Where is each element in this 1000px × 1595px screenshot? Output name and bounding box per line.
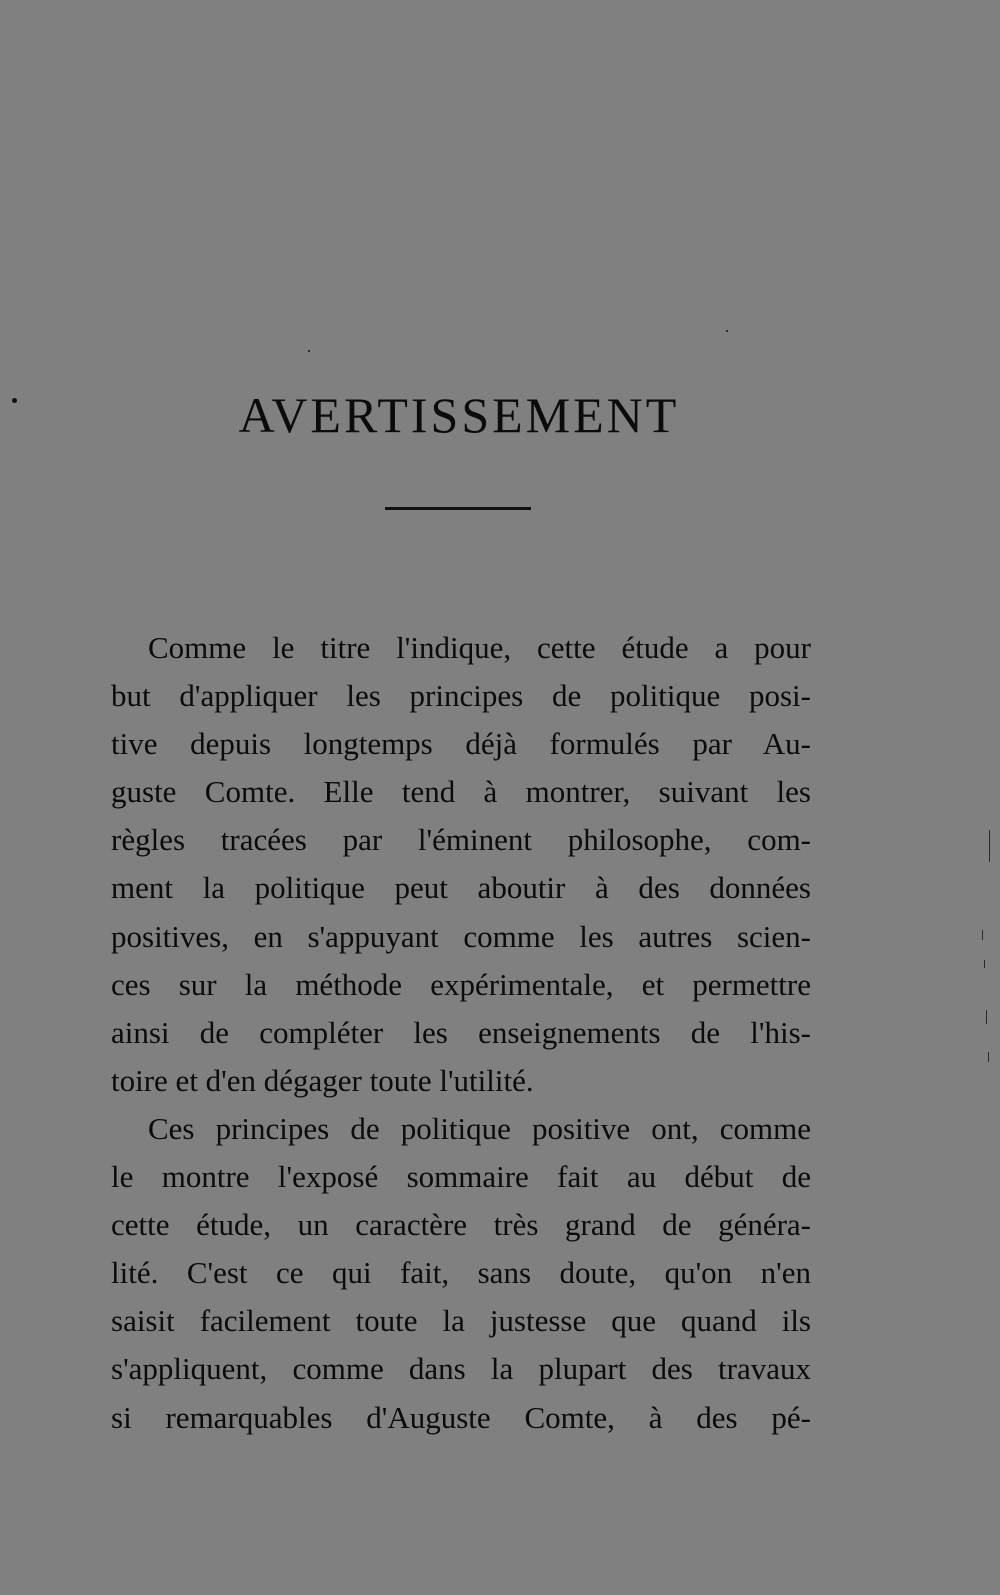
- scan-speck: [308, 350, 310, 352]
- text-line: saisit facilement toute la justesse que quand ils: [111, 1303, 811, 1339]
- text-line: but d'appliquer les principes de politique posi-: [111, 678, 811, 714]
- edge-mark: [986, 1010, 987, 1024]
- text-line: s'appliquent, comme dans la plupart des travaux: [111, 1351, 811, 1387]
- paragraph-2: [111, 1105, 811, 1442]
- text-line: lité. C'est ce qui fait, sans doute, qu'on n'en: [111, 1255, 811, 1291]
- edge-mark: [984, 960, 985, 968]
- text-line: si remarquables d'Auguste Comte, à des pé-: [111, 1399, 811, 1435]
- text-line: le montre l'exposé sommaire fait au début de: [111, 1159, 811, 1195]
- text-line: règles tracées par l'éminent philosophe, com-: [111, 822, 811, 858]
- text-line: ment la politique peut aboutir à des données: [111, 870, 811, 906]
- text-line: toire et d'en dégager toute l'utilité.: [111, 1062, 534, 1098]
- text-line: Ces principes de politique positive ont, comme: [148, 1110, 811, 1146]
- scan-speck: [726, 330, 728, 332]
- text-line: cette étude, un caractère très grand de généra-: [111, 1207, 811, 1243]
- edge-mark: [988, 1052, 989, 1062]
- text-line: positives, en s'appuyant comme les autres scien-: [111, 918, 811, 954]
- text-line: Comme le titre l'indique, cette étude a pour: [148, 630, 811, 665]
- text-line: ces sur la méthode expérimentale, et permettre: [111, 966, 811, 1002]
- text-line: tive depuis longtemps déjà formulés par Au-: [111, 726, 811, 762]
- text-line: guste Comte. Elle tend à montrer, suivant les: [111, 774, 811, 810]
- title-rule: [385, 507, 531, 510]
- edge-mark: [982, 930, 983, 940]
- paragraph-1: [111, 624, 811, 1105]
- text-line: ainsi de compléter les enseignements de l'his-: [111, 1014, 811, 1050]
- page-title: AVERTISSEMENT: [238, 387, 680, 443]
- body-text: [111, 624, 811, 1442]
- edge-mark: [989, 830, 990, 862]
